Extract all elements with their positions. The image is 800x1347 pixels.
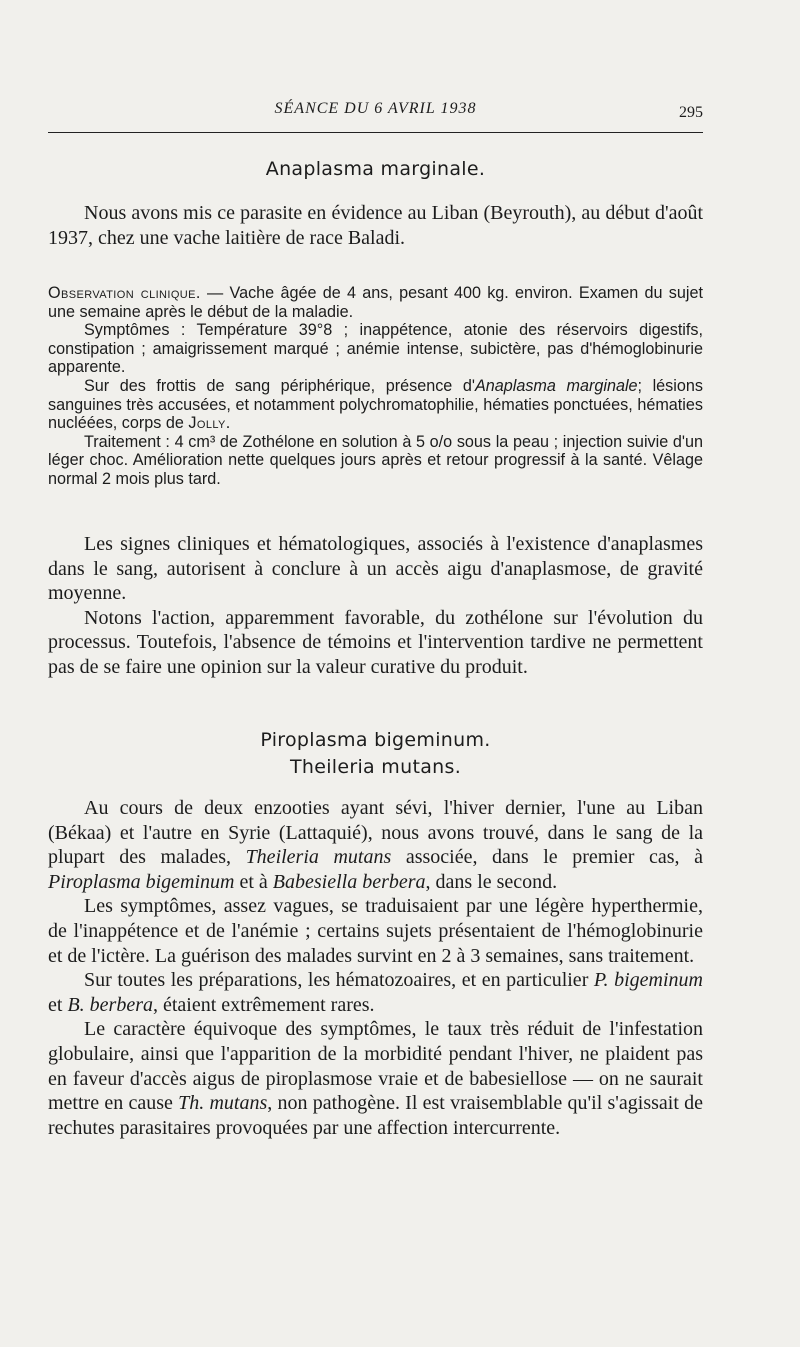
p3-text-b: et [48,993,68,1016]
section-title-anaplasma: Anaplasma marginale. [265,158,486,180]
clinical-observation-block [48,284,703,489]
observation-label: Observation clinique. [48,284,201,302]
smear-text-2: ; lésions sanguines très accusées, et notamment polychromatophilie, hématies ponctuées, hématies nucléées, corps de [48,376,703,433]
p1-text-b: associée, dans le premier cas, à [391,846,703,869]
species-babesiella: Babesiella berbera [272,870,426,893]
page-number: 295 [679,104,703,121]
jolly-name: Jolly [188,414,226,433]
p3-text-c: , étaient extrêmement rares. [152,993,375,1016]
p1-text-a: Au cours de deux enzooties ayant sévi, l'hiver dernier, l'une au Liban (Békaa) et l'autre en Syrie (Lattaquié), nous avons trouvé, dans le sang de la plupart des malades, [48,797,703,869]
species-b-berbera: B. berbera [67,993,153,1016]
piro-paragraph-4 [48,1017,703,1140]
species-p-bigeminum: P. bigeminum [593,969,704,992]
piro-paragraph-3 [48,968,703,1017]
species-th-mutans: Th. mutans [178,1092,268,1115]
p1-text-d: , dans le second. [425,870,558,893]
smear-paragraph [48,377,703,433]
intro-paragraph-block [48,201,703,250]
section-title-line-2: Theileria mutans. [289,756,462,778]
treatment-paragraph: Traitement : 4 cm³ de Zothélone en solution à 5 o/o sous la peau ; injection suivie d'un léger choc. Amélioration nette quelques jours après et retour progressif à la santé. Vêlage normal 2 mois plus tard. [48,432,703,488]
species-anaplasma: Anaplasma marginale [474,376,638,395]
observation-text: — Vache âgée de 4 ans, pesant 400 kg. environ. Examen du sujet une semaine après le début de la maladie. [48,284,704,321]
symptoms-paragraph: Symptômes : Température 39°8 ; inappétence, atonie des réservoirs digestifs, constipation ; amaigrissement marqué ; anémie intense, subictère, pas d'hémoglobinurie apparente. [48,321,703,377]
observation-paragraph [48,284,703,321]
discussion-paragraph-2: Notons l'action, apparemment favorable, du zothélone sur l'évolution du processus. Toutefois, l'absence de témoins et l'intervention tardive ne permettent pas de se faire une opinion sur la valeur curative du produit. [48,606,703,678]
section-title-line-1: Piroplasma bigeminum. [260,729,491,751]
intro-paragraph: Nous avons mis ce parasite en évidence au Liban (Beyrouth), au début d'août 1937, chez une vache laitière de race Baladi. [48,202,703,249]
species-piroplasma: Piroplasma bigeminum [48,870,235,893]
p1-text-c: et à [234,870,273,893]
piro-paragraph-2: Les symptômes, assez vagues, se traduisaient par une légère hyperthermie, de l'inappétence et de l'anémie ; certains sujets présentaient de l'hémoglobinurie et de l'ictère. La guérison des malades survint en 2 à 3 semaines, sans traitement. [48,895,703,967]
p3-text-a: Sur toutes les préparations, les hématozoaires, et en particulier [84,969,594,992]
smear-text-1: Sur des frottis de sang périphérique, présence d' [84,376,475,395]
p4-text-a: Le caractère équivoque des symptômes, le taux très réduit de l'infestation globulaire, ainsi que l'apparition de la morbidité pendant l'hiver, ne plaident pas en faveur d'accès aigus de piroplasmose vraie et de babesiellose — on ne saurait mettre en cause [48,1018,703,1115]
section-title-piroplasma [48,727,703,781]
discussion-paragraph-1: Les signes cliniques et hématologiques, associés à l'existence d'anaplasmes dans le sang, autorisent à conclure à un accès aigu d'anaplasmose, de gravité moyenne. [48,533,703,605]
running-title: SÉANCE DU 6 AVRIL 1938 [274,100,477,117]
species-theileria: Theileria mutans [245,846,392,869]
piroplasma-block [48,796,703,1140]
page-header [48,100,703,133]
p4-text-b: , non pathogène. Il est vraisemblable qu'il s'agissait de rechutes parasitaires provoquées par une affection intercurrente. [48,1092,703,1139]
discussion-block [48,532,703,680]
smear-text-end: . [225,414,231,433]
piro-paragraph-1 [48,796,703,894]
